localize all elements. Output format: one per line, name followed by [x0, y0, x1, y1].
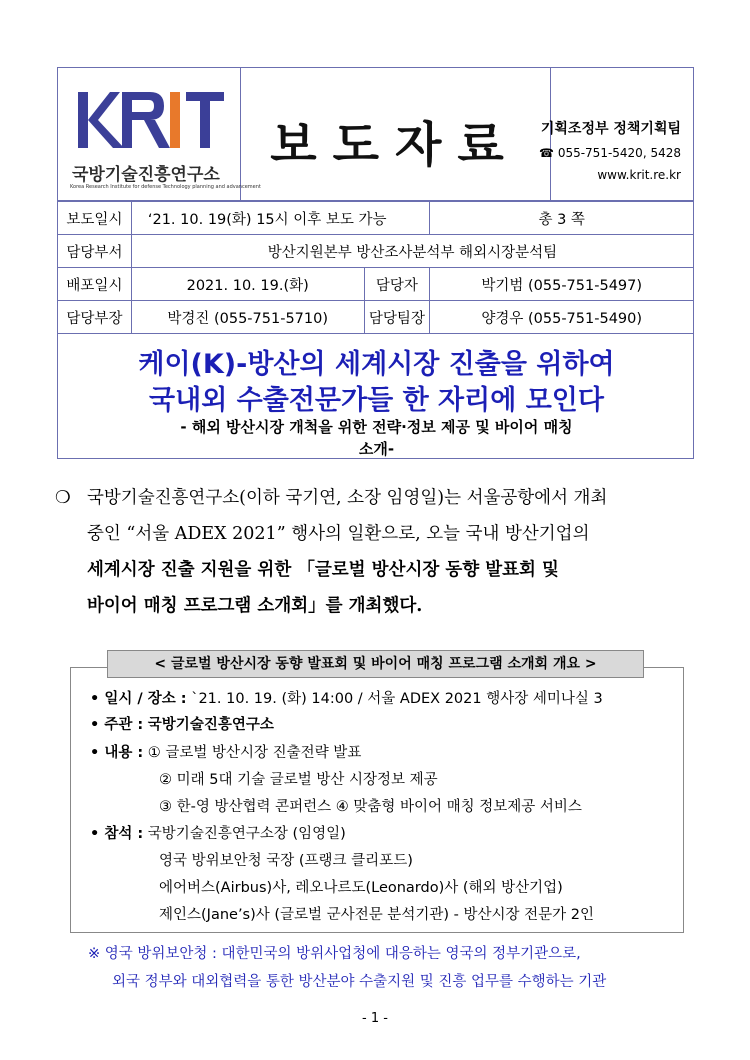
host-label: • 주관 : — [90, 717, 144, 733]
logo-cell — [58, 68, 261, 200]
headline-line1: 케이(K)-방산의 세계시장 진출을 위하여 — [138, 349, 615, 380]
phone-number: 055-751-5420, 5428 — [557, 146, 681, 160]
head-label: 담당부장 — [58, 301, 132, 334]
date-value: `21. 10. 19. (화) 14:00 / 서울 ADEX 2021 행사장 세미나실 3 — [191, 691, 603, 707]
header-table — [57, 67, 694, 201]
body-line: 국방기술진흥연구소(이하 국기연, 소장 임영일)는 서울공항에서 개최 — [87, 488, 608, 508]
teamlead-value: 양경우 (055-751-5490) — [430, 301, 694, 334]
release-value: ‘21. 10. 19(화) 15시 이후 보도 가능 — [131, 202, 430, 235]
body-line: 중인 “서울 ADEX 2021” 행사의 일환으로, 오늘 국내 방산기업의 — [87, 524, 590, 544]
dept-value: 방산지원본부 방산조사분석부 해외시장분석팀 — [131, 235, 693, 268]
footnote-line2: 외국 정부와 대외협력을 통한 방산분야 수출지원 및 진흥 업무를 수행하는 기관 — [112, 974, 607, 990]
pages-value: 총 3 쪽 — [430, 202, 694, 235]
logo-name: 국방기술진흥연구소 — [72, 165, 220, 185]
attend-item: 제인스(Jane’s)사 (글로벌 군사전문 분석기관) - 방산시장 전문가 2인 — [159, 907, 594, 923]
host-value: 국방기술진흥연구소 — [147, 717, 274, 733]
content-label: • 내용 : — [90, 745, 144, 761]
person-label: 담당자 — [364, 268, 430, 301]
footnote-line1: ※ 영국 방위보안청 : 대한민국의 방위사업청에 대응하는 영국의 정부기관으로, — [88, 946, 581, 962]
attend-item: 영국 방위보안청 국장 (프랭크 클리포드) — [159, 853, 413, 869]
teamlead-label: 담당팀장 — [364, 301, 430, 334]
person-value: 박기범 (055-751-5497) — [430, 268, 694, 301]
page-number: - 1 - — [362, 1011, 388, 1026]
body-line: 바이어 매칭 프로그램 소개회」를 개최했다. — [87, 596, 423, 616]
date-label: • 일시 / 장소 : — [90, 691, 187, 707]
content-item: ② 미래 5대 기술 글로벌 방산 시장정보 제공 — [159, 772, 438, 788]
website-link[interactable]: www.krit.re.kr — [597, 168, 681, 182]
head-value: 박경진 (055-751-5710) — [131, 301, 364, 334]
phone-line — [539, 146, 681, 160]
overview-host-row — [90, 713, 274, 734]
info-table — [57, 201, 694, 334]
headline-box — [57, 333, 694, 459]
contact-cell — [539, 68, 693, 200]
subheadline — [58, 416, 695, 460]
headline-line2: 국내외 수출전문가들 한 자리에 모인다 — [149, 385, 604, 416]
attend-item: 국방기술진흥연구소장 (임영일) — [147, 826, 346, 842]
table-row — [58, 268, 694, 301]
dist-label: 배포일시 — [58, 268, 132, 301]
dist-value: 2021. 10. 19.(화) — [131, 268, 364, 301]
attend-label: • 참석 : — [90, 826, 144, 842]
subheadline-line2: 소개- — [358, 440, 395, 458]
overview-content-row — [90, 741, 361, 762]
press-release-title: 보도자료 — [270, 117, 520, 173]
dept-label: 담당부서 — [58, 235, 132, 268]
department-name: 기획조정부 정책기획팀 — [540, 121, 681, 137]
logo-subtitle: Korea Research Institute for defense Technology planning and advancement — [70, 184, 261, 190]
title-cell — [240, 68, 551, 200]
table-row — [58, 235, 694, 268]
table-row — [58, 301, 694, 334]
body-line: 세계시장 진출 지원을 위한 「글로벌 방산시장 동향 발표회 및 — [87, 560, 559, 580]
subheadline-line1: - 해외 방산시장 개척을 위한 전략·정보 제공 및 바이어 매칭 — [180, 418, 573, 436]
release-label: 보도일시 — [58, 202, 132, 235]
attend-item: 에어버스(Airbus)사, 레오나르도(Leonardo)사 (해외 방산기업) — [159, 880, 563, 896]
content-item: ③ 한-영 방산협력 콘퍼런스 ④ 맞춤형 바이어 매칭 정보제공 서비스 — [159, 799, 582, 815]
phone-icon: ☎ — [539, 146, 558, 160]
circle-bullet-icon: ❍ — [55, 488, 71, 508]
overview-attend-row — [90, 822, 346, 843]
overview-title: < 글로벌 방산시장 동향 발표회 및 바이어 매칭 프로그램 소개회 개요 > — [107, 650, 644, 678]
table-row — [58, 202, 694, 235]
overview-date-row — [90, 687, 603, 708]
content-item: ① 글로벌 방산시장 진출전략 발표 — [147, 745, 362, 761]
